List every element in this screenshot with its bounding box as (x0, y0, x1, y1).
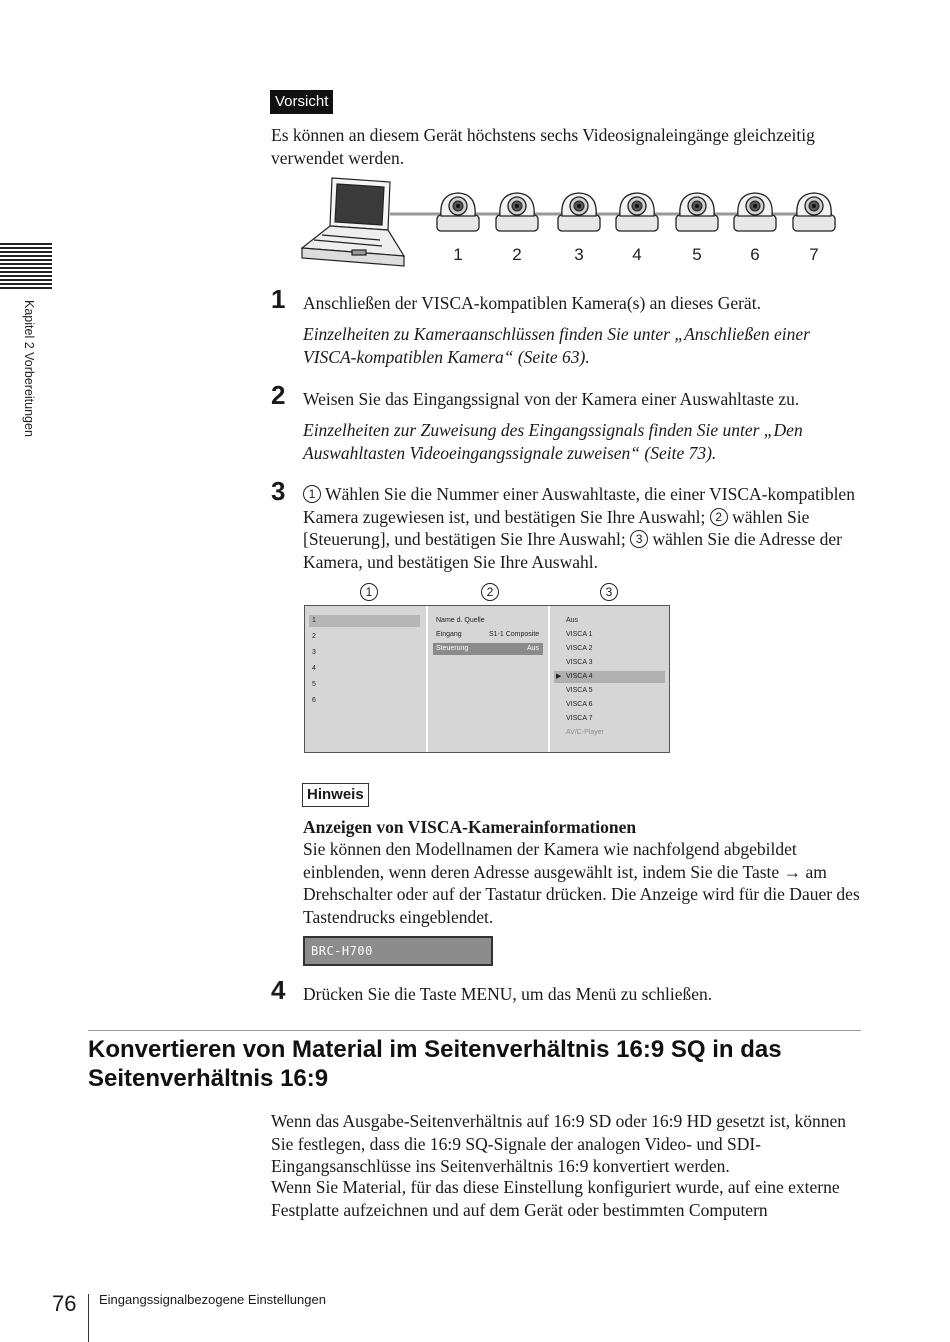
ptz-camera-icon (496, 193, 538, 231)
footer-divider (88, 1294, 89, 1342)
menu-selected-highlight-1 (309, 615, 420, 627)
menu-option-visca-7[interactable]: VISCA 7 (566, 715, 593, 722)
page-number: 76 (52, 1291, 77, 1316)
note-text-part-1: Sie können den Modellnamen der Kamera wie nachfolgend abgebildet einblenden, wenn deren Adresse ausgewählt ist, indem Sie die Taste (303, 839, 797, 882)
menu-item-button-5[interactable]: 5 (312, 681, 316, 688)
step-3-part-2: wählen Sie [Steuerung], und bestätigen Sie Ihre Auswahl; (303, 506, 810, 549)
menu-item-button-1[interactable]: 1 (312, 617, 316, 624)
ptz-camera-icon (437, 193, 479, 231)
caution-label: Vorsicht (270, 90, 333, 114)
menu-marker-3: 3 (600, 583, 618, 601)
menu-item-source-name[interactable]: Name d. Quelle (436, 617, 485, 624)
menu-value-control: Aus (527, 645, 540, 652)
ptz-camera-icon (734, 193, 776, 231)
menu-marker-2: 2 (481, 583, 499, 601)
section-heading: Konvertieren von Material im Seitenverhältnis 16:9 SQ in das Seitenverhältnis 16:9 (88, 1036, 782, 1092)
section-paragraph-2: Wenn Sie Material, für das diese Einstellung konfiguriert wurde, auf eine externe Festplatte aufzeichnen und auf dem Gerät oder bestimmten Computern (271, 1177, 840, 1220)
chapter-tab-text: Kapitel 2 Vorbereitungen (22, 300, 36, 437)
menu-option-visca-5[interactable]: VISCA 5 (566, 687, 593, 694)
menu-option-visca-1[interactable]: VISCA 1 (566, 631, 593, 638)
step-1-number: 1 (271, 284, 286, 314)
connection-diagram (292, 174, 852, 274)
menu-cursor-icon: ▶ (556, 673, 562, 680)
camera-row (437, 193, 835, 231)
camera-number-label: 1 (453, 245, 463, 264)
menu-item-control[interactable]: Steuerung (436, 645, 469, 652)
step-2-number: 2 (271, 380, 286, 410)
caution-text: Es können an diesem Gerät höchstens sechs Videosignaleingänge gleichzeitig verwendet werden. (271, 125, 815, 168)
chapter-tab-stripes (0, 243, 52, 293)
step-3-text (303, 483, 863, 573)
step-4-number: 4 (271, 975, 286, 1005)
camera-number-label: 7 (809, 245, 819, 264)
circled-number-2: 2 (710, 508, 728, 526)
menu-item-input[interactable]: Eingang (436, 631, 462, 638)
note-title: Anzeigen von VISCA-Kamerainformationen (303, 817, 637, 837)
section-rule (88, 1030, 861, 1031)
ptz-camera-icon (676, 193, 718, 231)
switcher-device-icon (302, 178, 404, 266)
ptz-camera-icon (616, 193, 658, 231)
camera-number-label: 4 (632, 245, 642, 264)
camera-number-row (453, 245, 818, 264)
menu-item-button-4[interactable]: 4 (312, 665, 316, 672)
step-2-text: Weisen Sie das Eingangssignal von der Kamera einer Auswahltaste zu. (303, 389, 800, 409)
menu-item-button-6[interactable]: 6 (312, 697, 316, 704)
menu-option-visca-6[interactable]: VISCA 6 (566, 701, 593, 708)
menu-option-avc-player: AV/C-Player (566, 729, 604, 736)
step-1-note: Einzelheiten zu Kameraanschlüssen finden Sie unter „Anschließen einer VISCA-kompatiblen Kamera“ (Seite 63). (303, 324, 810, 367)
ptz-camera-icon (558, 193, 600, 231)
camera-number-label: 3 (574, 245, 584, 264)
note-text (303, 838, 863, 928)
menu-value-input: S1-1 Composite (489, 631, 540, 638)
step-3-number: 3 (271, 476, 286, 506)
camera-number-label: 2 (512, 245, 522, 264)
lcd-model-name: BRC-H700 (311, 944, 373, 958)
step-4-text: Drücken Sie die Taste MENU, um das Menü zu schließen. (303, 984, 713, 1004)
note-label: Hinweis (302, 783, 369, 807)
menu-item-button-3[interactable]: 3 (312, 649, 316, 656)
circled-number-3: 3 (630, 530, 648, 548)
step-3-part-3: wählen Sie die Adresse der Kamera, und bestätigen Sie Ihre Auswahl. (303, 529, 842, 572)
menu-option-visca-4[interactable]: VISCA 4 (566, 673, 593, 680)
footer-section-title: Eingangssignalbezogene Einstellungen (99, 1292, 326, 1307)
chapter-tab-label (22, 300, 42, 460)
camera-connection-illustration (292, 174, 852, 274)
setup-menu-screenshot (304, 605, 670, 753)
step-1-text: Anschließen der VISCA-kompatiblen Kamera(s) an dieses Gerät. (303, 293, 761, 313)
step-3-part-1: Wählen Sie die Nummer einer Auswahltaste, die einer VISCA-kompatiblen Kamera zugewiesen ist, und bestätigen Sie Ihre Auswahl; (303, 484, 855, 527)
camera-number-label: 5 (692, 245, 702, 264)
note-text-part-2: am Drehschalter oder auf der Tastatur drücken. Die Anzeige wird für die Dauer des Tastendrucks eingeblendet. (303, 861, 860, 927)
menu-col-source-buttons (305, 606, 426, 752)
camera-number-label: 6 (750, 245, 760, 264)
ptz-camera-icon (793, 193, 835, 231)
lcd-display (303, 936, 493, 966)
menu-col-settings (428, 606, 548, 752)
menu-marker-1: 1 (360, 583, 378, 601)
right-arrow-icon: → (783, 861, 802, 882)
step-2-note: Einzelheiten zur Zuweisung des Eingangssignals finden Sie unter „Den Auswahltasten Videoeingangssignale zuweisen“ (Seite 73). (303, 420, 803, 463)
circled-number-1: 1 (303, 485, 321, 503)
menu-option-visca-2[interactable]: VISCA 2 (566, 645, 593, 652)
menu-item-button-2[interactable]: 2 (312, 633, 316, 640)
menu-option-visca-3[interactable]: VISCA 3 (566, 659, 593, 666)
menu-col-control-options (550, 606, 669, 752)
menu-option-off[interactable]: Aus (566, 617, 579, 624)
section-paragraph-1: Wenn das Ausgabe-Seitenverhältnis auf 16:9 SD oder 16:9 HD gesetzt ist, können Sie festlegen, dass die 16:9 SQ-Signale der analogen Video- und SDI-Eingangsanschlüsse ins Seitenverhältnis 16:9 konvertiert werden. (271, 1111, 847, 1176)
